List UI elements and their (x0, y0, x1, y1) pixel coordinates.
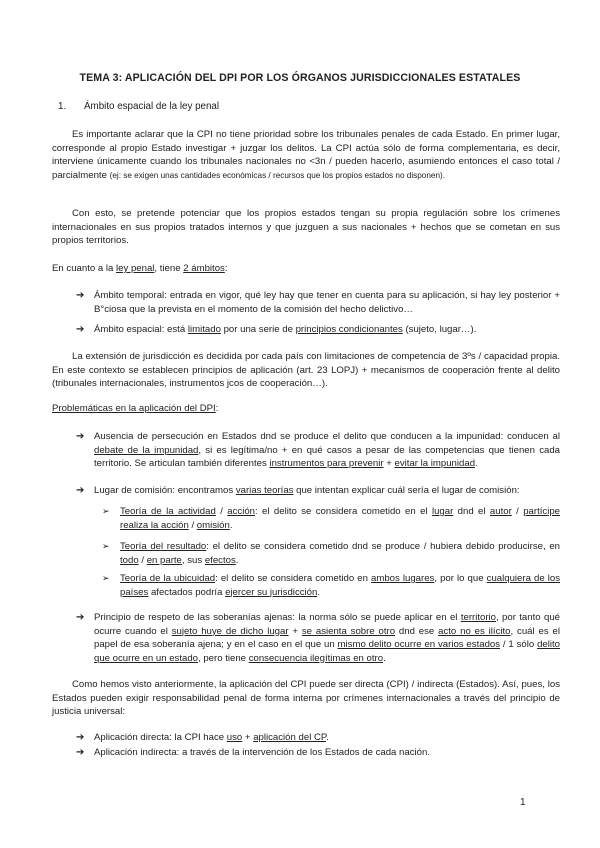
underlined-term: todo (120, 554, 139, 566)
paragraph-state-regulation: Con esto, se pretende potenciar que los propios estados tengan su propia regulación sobre los crímenes internacionales en sus propios tratados internos y que juzguen a sus nacionales + hechos que se cometan en sus propios territorios. (52, 208, 560, 247)
text: Aplicación directa: la CPI hace (94, 732, 227, 743)
text: Ámbito espacial: está (94, 324, 188, 335)
underlined-term: se asienta sobre otro (301, 625, 396, 637)
underlined-term: ejercer su jurisdicción (225, 586, 318, 598)
text: / 1 sólo (500, 639, 538, 651)
sub-bullet-teoria-ubicuidad (102, 572, 560, 599)
text: . (229, 519, 233, 531)
arrow-bullet-icon: ➔ (76, 485, 85, 496)
underlined-term: limitado (187, 324, 221, 335)
underlined-term: 2 ámbitos (183, 263, 225, 274)
underlined-heading: Problemáticas en la aplicación del DPI (52, 403, 216, 414)
text: . (235, 554, 239, 566)
paragraph-cpi-complementarity (52, 128, 560, 182)
paragraph-aplicacion-cpi: Como hemos visto anteriormente, la aplicación del CPI puede ser directa (CPI) / indirecta (Estados). Así, pues, los Estados pueden exigir responsabilidad penal de forma interna por crímenes internacionales a través del principio de justicia universal: (52, 679, 560, 718)
text: , cuál es el papel de esa soberanía ajena; y en el caso en el que un (94, 625, 560, 651)
bullet-text: Ámbito temporal: entrada en vigor, qué ley hay que tener en cuenta para su aplicación, si hay ley posterior + B°ciosa que la prevista en el momento de la comisión del hecho delictivo… (94, 290, 560, 315)
underlined-term: evitar la impunidad (394, 458, 476, 470)
underlined-term: omisión (196, 519, 230, 531)
text: / (138, 554, 147, 566)
bullet-soberanias-ajenas (76, 611, 560, 665)
triangle-bullet-icon: ➢ (102, 541, 110, 551)
paragraph-extension-jurisdiction: La extensión de jurisdicción es decidida por cada país con limitaciones de competencia de 3ºs / capacidad propia. En este contexto se establecen principios de aplicación (art. 23 LOPJ) + mecanismos de cooperación frente al delito (tribunales internacionales, instrumentos jcos de cooperación…). (52, 351, 560, 390)
underlined-term: acto no es ilícito (438, 625, 511, 637)
bullet-aplicacion-indirecta (76, 746, 560, 760)
underlined-term: debate de la impunidad (94, 444, 199, 456)
underlined-term: consecuencia ilegítimas en otro (248, 652, 384, 664)
section-number: 1. (58, 101, 67, 112)
document-title: TEMA 3: APLICACIÓN DEL DPI POR LOS ÓRGANOS JURISDICCIONALES ESTATALES (79, 72, 521, 84)
underlined-term: acción (227, 506, 255, 517)
arrow-bullet-icon: ➔ (76, 290, 85, 301)
underlined-term: mismo delito ocurre en varios estados (337, 639, 501, 651)
paragraph-problematicas (52, 402, 560, 416)
underlined-term: ambos lugares (371, 573, 435, 584)
text: , tiene (154, 263, 184, 274)
underlined-term: cualquiera de los países (120, 573, 560, 598)
text: + (383, 458, 395, 470)
text: Lugar de comisión: encontramos (94, 485, 236, 496)
underlined-term: lugar (431, 506, 454, 517)
text: afectados podría (148, 586, 226, 598)
sub-bullet-teoria-actividad (102, 505, 560, 532)
text: (sujeto, lugar…). (402, 324, 477, 335)
underlined-term: autor (489, 506, 512, 517)
paragraph-text: Es importante aclarar que la CPI no tiene prioridad sobre los tribunales penales de cada Estado. En primer lugar, corresponde al propio Estado investigar + juzgar los delitos. La CPI actúa sólo de forma complementaria, es decir, interviene únicamente cuando los tribunales nacionales no <3n / pueden hacerlo, asumiendo entonces el caso total / parcialmente (52, 129, 560, 181)
text: . (475, 458, 478, 470)
text: + (288, 625, 302, 637)
text: . (383, 652, 386, 664)
sub-bullet-teoria-resultado (102, 540, 560, 567)
text: : el delito se considera cometido dnd se produce / hubiera debido producirse, en (206, 541, 561, 552)
text: Ausencia de persecución en Estados dnd se produce el delito que conducen a la impunidad: conducen al (94, 431, 560, 442)
bullet-ambito-espacial (76, 323, 560, 337)
underlined-term: Teoría de la ubicuidad (120, 573, 216, 584)
underlined-term: principios condicionantes (295, 324, 403, 335)
underlined-term: partícipe realiza la acción (120, 506, 561, 531)
paragraph-note: (ej: se exigen unas cantidades económicas / recursos que los propios estados no disponen). (109, 170, 446, 180)
text: / (188, 519, 197, 531)
underlined-term: en parte (146, 554, 182, 566)
text: , pero tiene (198, 652, 249, 664)
underlined-term: instrumentos para prevenir (269, 458, 384, 470)
text: por una serie de (220, 324, 296, 335)
text: : el delito se considera cometido en el (255, 506, 432, 517)
text: , por lo que (434, 573, 487, 584)
text: . (326, 732, 329, 743)
arrow-bullet-icon: ➔ (76, 431, 85, 442)
underlined-term: territorio (460, 612, 496, 623)
underlined-term: aplicación del CP (253, 732, 327, 743)
text: dnd el (453, 506, 490, 517)
text: , por tanto qué ocurre cuando el (94, 612, 560, 637)
underlined-term: Teoría de la actividad (120, 506, 216, 517)
paragraph-ley-penal (52, 262, 560, 276)
underlined-term: Teoría del resultado (120, 541, 207, 552)
text: , sus (181, 554, 205, 566)
text: que intentan explicar cuál sería el lugar de comisión: (293, 485, 520, 496)
bullet-text: Aplicación indirecta: a través de la intervención de los Estados de cada nación. (94, 747, 430, 758)
text: , si es legítima/no + en qué casos a pesar de las competencias que tienen cada territorio. Se articulan también diferentes (94, 444, 560, 470)
arrow-bullet-icon: ➔ (76, 732, 85, 743)
section-heading (58, 101, 219, 112)
text: En cuanto a la (52, 263, 117, 274)
text: dnd ese (395, 625, 439, 637)
text: : (224, 263, 228, 274)
underlined-term: ley penal (116, 263, 155, 274)
bullet-ambito-temporal (76, 289, 560, 316)
triangle-bullet-icon: ➢ (102, 506, 110, 516)
arrow-bullet-icon: ➔ (76, 324, 85, 335)
text: . (317, 586, 321, 598)
underlined-term: delito que ocurre en un estado (94, 639, 560, 664)
bullet-lugar-comision (76, 484, 560, 498)
section-title: Ámbito espacial de la ley penal (84, 101, 220, 112)
text: Principio de respeto de las soberanías ajenas: la norma sólo se puede aplicar en el (94, 612, 461, 623)
text: : el delito se considera cometido en (215, 573, 371, 584)
underlined-term: sujeto huye de dicho lugar (171, 625, 289, 637)
underlined-term: varias teorías (235, 485, 294, 496)
bullet-ausencia-persecucion (76, 430, 560, 471)
text: : (215, 403, 219, 414)
arrow-bullet-icon: ➔ (76, 747, 85, 758)
text: / (215, 506, 228, 517)
text: + (242, 732, 254, 743)
triangle-bullet-icon: ➢ (102, 573, 110, 583)
arrow-bullet-icon: ➔ (76, 612, 85, 623)
bullet-aplicacion-directa (76, 731, 560, 745)
underlined-term: uso (226, 732, 243, 743)
underlined-term: efectos (204, 554, 236, 566)
page-number: 1 (520, 797, 526, 808)
text: / (511, 506, 524, 517)
